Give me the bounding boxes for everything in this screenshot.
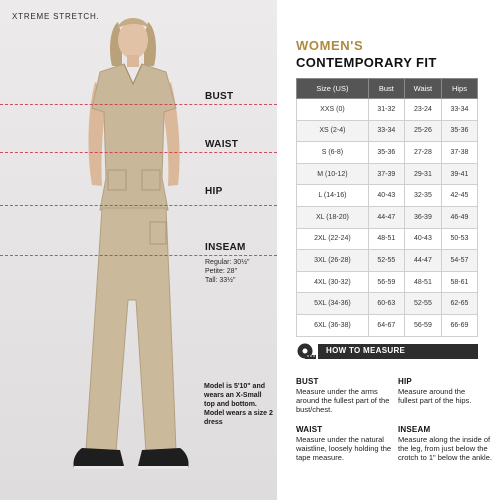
measure-waist-heading: WAIST bbox=[296, 425, 323, 434]
table-row bbox=[297, 142, 478, 164]
cell-waist: 52-55 bbox=[404, 293, 441, 315]
measure-hip-heading: HIP bbox=[398, 377, 412, 386]
cell-hips: 66-69 bbox=[441, 314, 477, 336]
measure-bust-heading: BUST bbox=[296, 377, 319, 386]
cell-bust: 60-63 bbox=[368, 293, 404, 315]
cell-bust: 37-39 bbox=[368, 163, 404, 185]
header-bust: Bust bbox=[368, 79, 404, 99]
cell-hips: 35-36 bbox=[441, 120, 477, 142]
cell-waist: 23-24 bbox=[404, 99, 441, 121]
measure-bust-block bbox=[296, 377, 394, 414]
cell-waist: 27-28 bbox=[404, 142, 441, 164]
header-waist: Waist bbox=[404, 79, 441, 99]
table-row bbox=[297, 228, 478, 250]
cell-size: 3XL (26-28) bbox=[297, 250, 369, 272]
table-row bbox=[297, 293, 478, 315]
cell-hips: 37-38 bbox=[441, 142, 477, 164]
waist-guide-line bbox=[0, 152, 277, 153]
inseam-tall: Tall: 33½" bbox=[205, 277, 236, 284]
table-row bbox=[297, 99, 478, 121]
title-contemporary-fit: CONTEMPORARY FIT bbox=[296, 55, 437, 70]
table-row bbox=[297, 314, 478, 336]
cell-waist: 48-51 bbox=[404, 271, 441, 293]
cell-hips: 33-34 bbox=[441, 99, 477, 121]
cell-size: 2XL (22-24) bbox=[297, 228, 369, 250]
measure-inseam-text: Measure along the inside of the leg, from just below the crotch to 1" below the ankle. bbox=[398, 435, 492, 462]
bust-label: BUST bbox=[205, 91, 234, 102]
cell-hips: 42-45 bbox=[441, 185, 477, 207]
header-hips: Hips bbox=[441, 79, 477, 99]
cell-size: 5XL (34-36) bbox=[297, 293, 369, 315]
measure-hip-text: Measure around the fullest part of the hips. bbox=[398, 387, 472, 405]
inseam-lengths bbox=[205, 258, 250, 285]
hip-guide-line bbox=[0, 205, 277, 206]
cell-hips: 46-49 bbox=[441, 206, 477, 228]
cell-bust: 35-36 bbox=[368, 142, 404, 164]
cell-hips: 58-61 bbox=[441, 271, 477, 293]
table-row bbox=[297, 250, 478, 272]
how-to-measure-title: HOW TO MEASURE bbox=[326, 346, 406, 355]
cell-size: 4XL (30-32) bbox=[297, 271, 369, 293]
table-row bbox=[297, 163, 478, 185]
inseam-petite: Petite: 28" bbox=[205, 268, 238, 275]
model-note: Model is 5'10" and wears an X-Small top and bottom. Model wears a size 2 dress bbox=[204, 383, 273, 426]
cell-hips: 54-57 bbox=[441, 250, 477, 272]
bust-guide-line bbox=[0, 104, 277, 105]
cell-bust: 64-67 bbox=[368, 314, 404, 336]
cell-size: XL (18-20) bbox=[297, 206, 369, 228]
inseam-label: INSEAM bbox=[205, 242, 246, 253]
cell-bust: 40-43 bbox=[368, 185, 404, 207]
waist-label: WAIST bbox=[205, 139, 239, 150]
cell-size: L (14-16) bbox=[297, 185, 369, 207]
title-womens: WOMEN'S bbox=[296, 38, 364, 53]
cell-bust: 48-51 bbox=[368, 228, 404, 250]
cell-waist: 29-31 bbox=[404, 163, 441, 185]
cell-bust: 56-59 bbox=[368, 271, 404, 293]
tape-measure-icon bbox=[296, 342, 316, 361]
cell-bust: 52-55 bbox=[368, 250, 404, 272]
cell-hips: 62-65 bbox=[441, 293, 477, 315]
inseam-regular: Regular: 30½" bbox=[205, 259, 250, 266]
cell-size: S (6-8) bbox=[297, 142, 369, 164]
cell-waist: 44-47 bbox=[404, 250, 441, 272]
cell-waist: 36-39 bbox=[404, 206, 441, 228]
how-to-measure-header bbox=[296, 342, 478, 361]
cell-bust: 33-34 bbox=[368, 120, 404, 142]
measure-bust-text: Measure under the arms around the fullest part of the bust/chest. bbox=[296, 387, 390, 414]
size-chart-table bbox=[296, 78, 478, 337]
inseam-guide-line bbox=[0, 255, 277, 256]
cell-waist: 25-26 bbox=[404, 120, 441, 142]
cell-waist: 40-43 bbox=[404, 228, 441, 250]
table-row bbox=[297, 120, 478, 142]
header-size: Size (US) bbox=[297, 79, 369, 99]
measure-waist-text: Measure under the natural waistline, loosely holding the tape measure. bbox=[296, 435, 392, 462]
cell-size: M (10-12) bbox=[297, 163, 369, 185]
measure-inseam-block bbox=[398, 425, 496, 462]
cell-waist: 32-35 bbox=[404, 185, 441, 207]
table-row bbox=[297, 271, 478, 293]
cell-hips: 39-41 bbox=[441, 163, 477, 185]
measure-hip-block bbox=[398, 377, 486, 405]
cell-bust: 31-32 bbox=[368, 99, 404, 121]
size-chart-header-row bbox=[297, 79, 478, 99]
measure-inseam-heading: INSEAM bbox=[398, 425, 431, 434]
cell-size: XS (2-4) bbox=[297, 120, 369, 142]
cell-size: XXS (0) bbox=[297, 99, 369, 121]
cell-bust: 44-47 bbox=[368, 206, 404, 228]
hip-label: HIP bbox=[205, 186, 223, 197]
cell-waist: 56-59 bbox=[404, 314, 441, 336]
brand-logo: XTREME STRETCH. bbox=[12, 12, 100, 21]
cell-hips: 50-53 bbox=[441, 228, 477, 250]
cell-size: 6XL (36-38) bbox=[297, 314, 369, 336]
measure-waist-block bbox=[296, 425, 394, 462]
table-row bbox=[297, 206, 478, 228]
table-row bbox=[297, 185, 478, 207]
